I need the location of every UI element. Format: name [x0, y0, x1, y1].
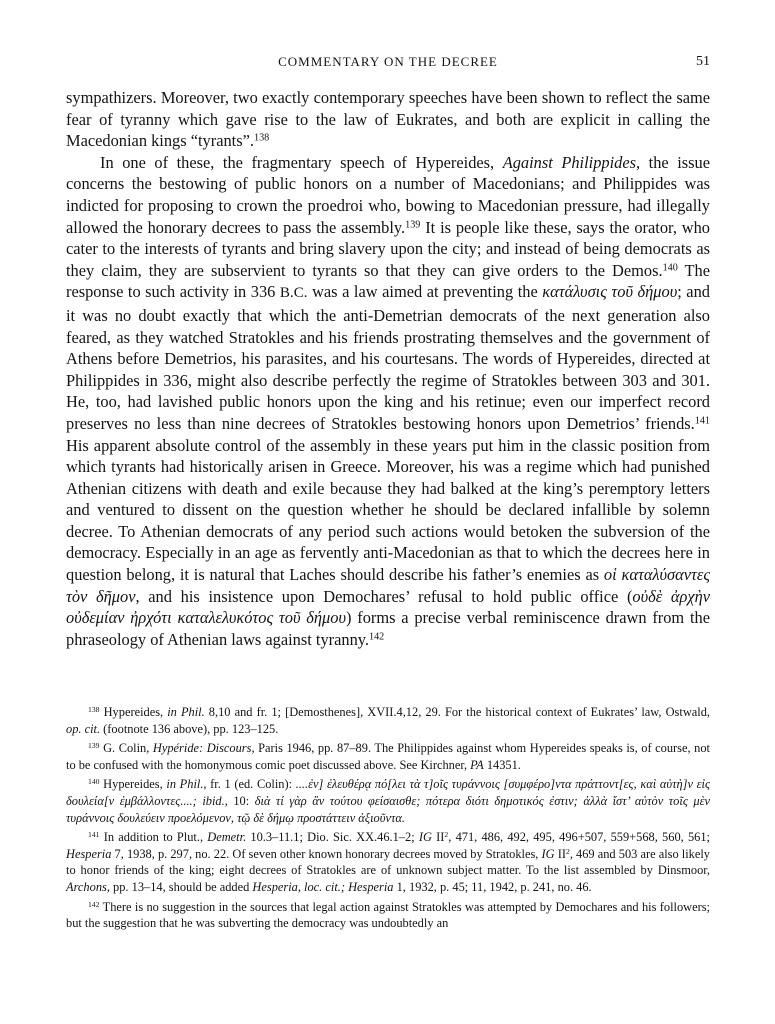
footnote-number: 139: [88, 740, 100, 750]
footnote-text: , 469 and 503 are also likely to honor friends of the king; eight decrees of Stratokles are of unknown subject matter. To the list assembled by Dinsmoor,: [66, 846, 710, 878]
footnote-text: , pp. 13–14, should be added: [106, 879, 253, 894]
footnote-text: 14351.: [483, 757, 521, 772]
greek-quotation: διὰ τί γὰρ ἂν τούτου φείσαισθε; πότερα διότι δημοτικός ἐστιν; ἀλλὰ ἴστ’ αὐτὸν τοῖς μὲν τυράννοις δουλεύειν προελόμενον, τῷ δὲ δήμῳ προστάττειν ἀξιοῦντα.: [66, 793, 710, 825]
greek-phrase: κατάλυσις τοῦ δήμου: [542, 282, 678, 302]
footnote-ref-140: 140: [662, 262, 678, 274]
footnote-italic: Hypéride: Discours: [152, 741, 252, 756]
footnote-superscript: 2: [565, 846, 570, 856]
footnote-text: , 10:: [224, 793, 255, 808]
paragraph-text: sympathizers. Moreover, two exactly contemporary speeches have been shown to reflect the same fear of tyranny which gave rise to the law of Eukrates, and both are explicit in calling the Macedonian kings “tyrants”.: [66, 88, 710, 151]
footnote-italic: Archons: [66, 879, 107, 894]
footnote-number: 140: [88, 777, 100, 787]
running-title: COMMENTARY ON THE DECREE: [278, 54, 498, 69]
footnote-139: [66, 740, 710, 773]
footnote-text: There is no suggestion in the sources that legal action against Stratokles was attempted by Demochares and his followers; but the suggestion that he was subverting the democracy was undoubtedly an: [66, 899, 710, 931]
footnote-ref-138: 138: [253, 132, 270, 144]
running-header: [66, 54, 710, 74]
greek-phrase: οὐδὲ ἀρχὴν οὐδεμίαν ἠρχότι καταλελυκότος τοῦ δήμου: [66, 586, 710, 628]
footnote-text: II: [554, 846, 566, 861]
footnote-italic: Hesperia: [66, 846, 112, 861]
footnote-text: (footnote 136 above), pp. 123–125.: [100, 721, 279, 736]
paragraph-text: ) forms a precise verbal reminiscence drawn from the phraseology of Athenian laws against tyranny.: [66, 608, 710, 649]
footnote-142: [66, 899, 710, 932]
greek-phrase: οἱ καταλύσαντες τὸν δῆμον: [66, 565, 710, 606]
footnote-italic: Demetr.: [207, 830, 247, 845]
page-number: 51: [696, 54, 710, 69]
footnote-text: 8,10 and fr. 1; [Demosthenes], XVII.4,12, 29. For the historical context of Eukrates’ law, Ostwald,: [204, 705, 711, 719]
footnote-ref-142: 142: [369, 631, 385, 643]
paragraph-2: [66, 152, 710, 651]
footnote-140: [66, 776, 710, 826]
footnote-italic: IG: [418, 830, 432, 845]
greek-quotation: ....ἐν] ἐλευθέρᾳ πό[λει τὰ τ]οῖς τυράννοις [συμφέρο]ντα πράττοντ[ες, καὶ αὐτὴ]ν εἰς δουλεία[ν ἐμβάλλοντες....;: [66, 777, 710, 808]
footnote-text: Hypereides,: [99, 705, 168, 719]
paragraph-text: In one of these, the fragmentary speech of Hypereides,: [100, 152, 503, 172]
footnote-text: 7, 1938, p. 297, no. 22. Of seven other known honorary decrees moved by Stratokles,: [111, 846, 542, 861]
paragraph-text: The response to such activity in 336: [66, 260, 710, 302]
footnote-italic: in Phil.: [166, 777, 204, 792]
footnote-number: 141: [88, 829, 100, 839]
footnote-italic: IG: [541, 846, 555, 861]
footnote-text: 1, 1932, p. 45; 11, 1942, p. 241, no. 46.: [393, 879, 592, 894]
main-text: [66, 87, 710, 650]
paragraph-text: His apparent absolute control of the assembly in these years put him in the classic position from which tyrants had historically arisen in Greece. Moreover, his was a regime which had punished Athenian citizens with death and exile because they had balked at the king’s peremptory letters and ventured to dissent on the question whether he should be declared infallible by solemn decree. To Athenian democrats of any period such actions would betoken the subversion of the democracy. Especially in an age as fervently anti-Macedonian as that to which the decrees here in question belong, it is natural that Laches should describe his father’s enemies as: [66, 435, 710, 585]
footnote-italic: Hesperia, loc. cit.; Hesperia: [252, 879, 394, 894]
paragraph-text: , the issue concerns the bestowing of public honors on a number of Macedonians; and Philippides was indicted for proposing to crown the proedroi who, bowing to Macedonian pressure, had illegally allowed the honorary decrees to pass the assembly.: [66, 152, 710, 237]
footnote-141: [66, 829, 710, 895]
footnote-italic: in Phil.: [167, 705, 205, 719]
paragraph-text: , and his insistence upon Demochares’ refusal to hold public office (: [135, 586, 633, 606]
footnote-text: , Paris 1946, pp. 87–89. The Philippides against whom Hypereides speaks is, of course, not to be confused with the homonymous comic poet discussed above. See Kirchner,: [66, 741, 710, 772]
footnote-italic: op. cit.: [66, 721, 101, 736]
footnote-superscript: 2: [444, 829, 449, 839]
paragraph-text: It is people like these, says the orator, who cater to the interests of tyrants and bring slavery upon the city; and instead of being democrats as they claim, they are subservient to tyrants so that they can give orders to the Demos.: [66, 217, 710, 280]
paragraph-text: was a law aimed at preventing the: [307, 282, 543, 302]
paragraph-1: [66, 87, 710, 152]
footnote-italic: PA: [470, 757, 484, 772]
footnote-text: In addition to Plut.,: [99, 830, 208, 845]
footnotes: [66, 704, 710, 935]
footnote-text: II: [431, 830, 445, 845]
footnote-italic: ibid.: [202, 793, 225, 808]
footnote-number: 142: [88, 899, 100, 909]
paragraph-text: ; and it was no doubt exactly that which the anti-Demetrian democrats of the next generation also feared, as they watched Stratokles and his friends prostrating themselves and the government of Athens before Demetrios, his parasites, and his courtesans. The words of Hypereides, directed at Philippides in 336, might also describe perfectly the regime of Stratokles between 303 and 301. He, too, had lavished public honors upon the king and his retinue; even our imperfect record preserves no less than nine decrees of Stratokles bestowing honors upon Demetrios’ friends.: [66, 282, 710, 433]
footnote-text: , 471, 486, 492, 495, 496+507, 559+568, 560, 561;: [448, 830, 710, 845]
footnote-138: [66, 704, 710, 737]
speech-title: Against Philippides: [502, 152, 636, 172]
footnote-ref-141: 141: [694, 415, 710, 427]
footnote-text: Hypereides,: [99, 777, 167, 792]
footnote-text: 10.3–11.1; Dio. Sic. XX.46.1–2;: [246, 830, 419, 845]
footnote-ref-139: 139: [405, 218, 421, 230]
footnote-number: 138: [88, 704, 100, 714]
era-abbreviation: B.C.: [279, 285, 308, 302]
footnote-text: , fr. 1 (ed. Colin):: [203, 777, 296, 792]
footnote-text: G. Colin,: [99, 741, 153, 756]
